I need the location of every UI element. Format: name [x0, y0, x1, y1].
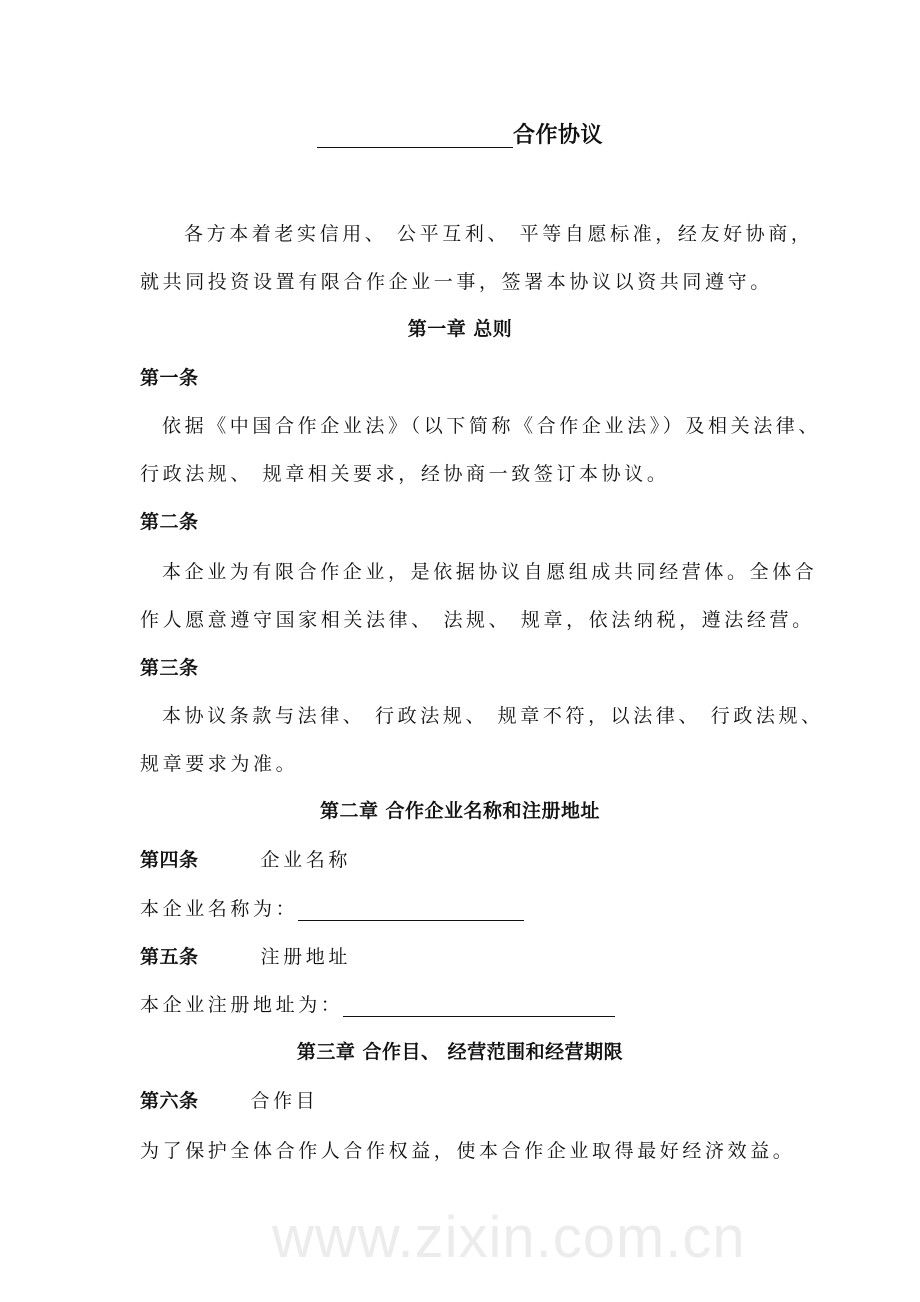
field-label: 本企业名称为：	[140, 898, 299, 920]
document-title	[0, 124, 920, 148]
article-text: 依据《中国合作企业法》（以下简称《合作企业法》）及相关法律、	[162, 415, 822, 437]
article-text: 为了保护全体合作人合作权益，使本合作企业取得最好经济效益。	[140, 1140, 796, 1162]
article-text: 作人愿意遵守国家相关法律、 法规、 规章，依法纳税，遵法经营。	[140, 609, 815, 631]
address-blank[interactable]	[343, 996, 615, 1017]
article-label: 第三条	[140, 657, 199, 679]
chapter-heading: 第二章 合作企业名称和注册地址	[319, 800, 601, 822]
watermark: www.zixin.com.cn	[272, 1205, 746, 1270]
article-subject: 企业名称	[260, 849, 351, 871]
article-subject: 注册地址	[260, 946, 351, 968]
article-label	[140, 848, 351, 872]
article-text: 本协议条款与法律、 行政法规、 规章不符，以法律、 行政法规、	[162, 705, 824, 727]
field-label: 本企业注册地址为：	[140, 994, 344, 1016]
article-subject: 合作目	[250, 1090, 319, 1112]
article-label: 第一条	[140, 367, 199, 389]
chapter-heading: 第三章 合作目、 经营范围和经营期限	[296, 1041, 624, 1063]
address-line	[140, 993, 615, 1017]
article-text: 规章要求为准。	[140, 753, 299, 775]
article-text: 本企业为有限合作企业，是依据协议自愿组成共同经营体。全体合	[162, 561, 818, 583]
company-name-blank[interactable]	[298, 900, 524, 921]
article-label: 第二条	[140, 511, 199, 533]
title-blank	[317, 125, 513, 148]
title-text: 合作协议	[512, 123, 603, 148]
article-label	[140, 945, 351, 969]
article-number: 第六条	[140, 1090, 199, 1112]
article-text: 行政法规、 规章相关要求，经协商一致签订本协议。	[140, 463, 670, 485]
intro-line: 就共同投资设置有限合作企业一事，签署本协议以资共同遵守。	[140, 271, 773, 293]
chapter-heading: 第一章 总则	[407, 318, 513, 340]
intro-line: 各方本着老实信用、 公平互利、 平等自愿标准，经友好协商，	[184, 223, 814, 245]
company-name-line	[140, 897, 524, 921]
article-label	[140, 1089, 318, 1113]
article-number: 第五条	[140, 946, 199, 968]
article-number: 第四条	[140, 849, 199, 871]
